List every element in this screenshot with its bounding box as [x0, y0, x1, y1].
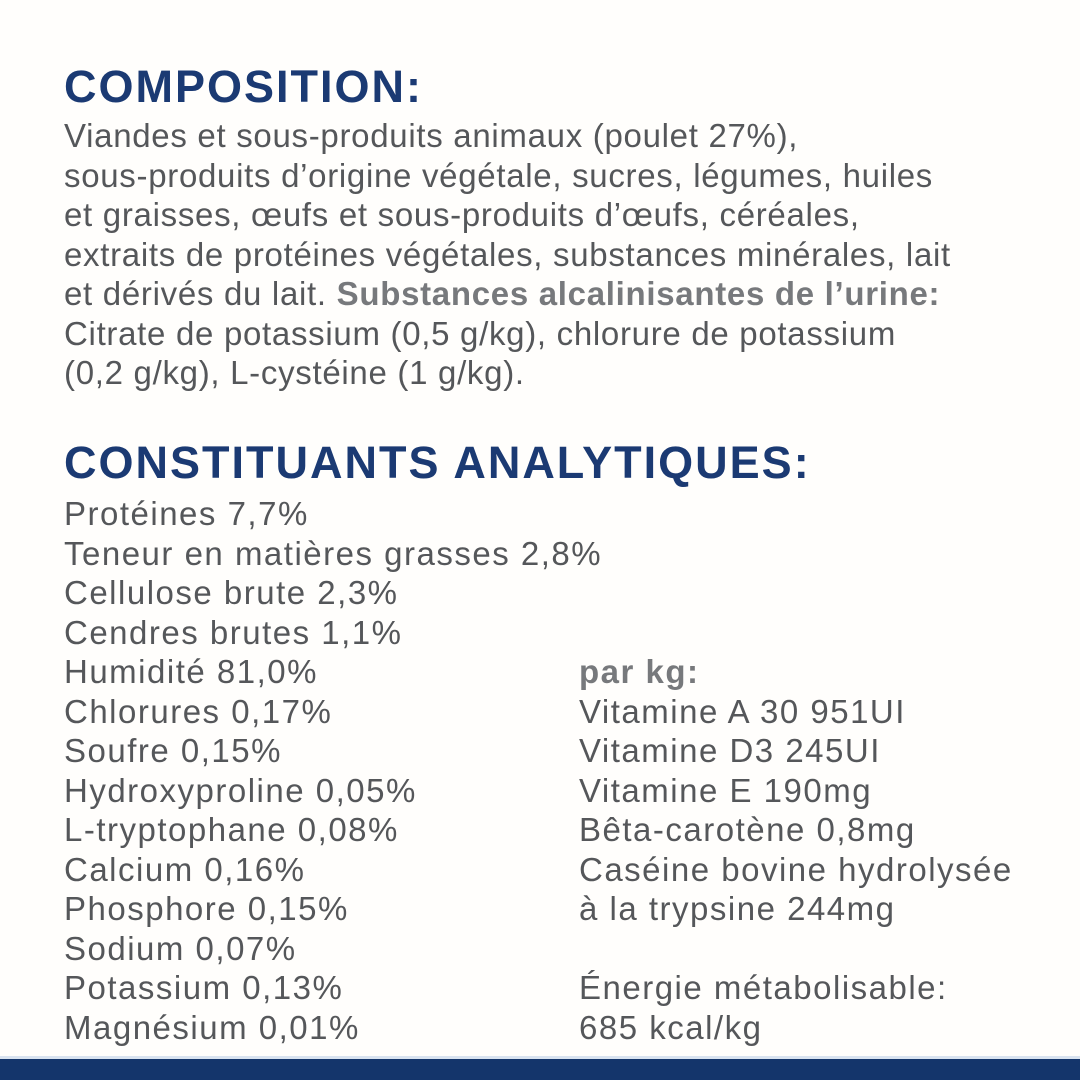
analytical-item: Hydroxyproline 0,05% — [64, 771, 417, 809]
footer-bar — [0, 1056, 1080, 1080]
composition-line: et graisses, œufs et sous-produits d’œufs, céréales, — [64, 196, 860, 233]
composition-line: sous-produits d’origine végétale, sucres, légumes, huiles — [64, 156, 934, 194]
analytical-item: Protéines 7,7% — [64, 495, 309, 532]
analytical-item: Potassium 0,13% — [64, 969, 344, 1006]
composition-line: Viandes et sous-produits animaux (poulet 27%), — [64, 117, 799, 154]
analytical-heading: CONSTITUANTS ANALYTIQUES: — [64, 437, 811, 488]
composition-line — [64, 274, 951, 314]
energy-block — [579, 968, 1013, 1047]
analytical-item: Soufre 0,15% — [64, 732, 282, 769]
analytical-item: Cendres brutes 1,1% — [64, 613, 403, 651]
analytical-item: Calcium 0,16% — [64, 850, 306, 888]
analytical-item: Teneur en matières grasses 2,8% — [64, 534, 603, 572]
composition-line: (0,2 g/kg), L-cystéine (1 g/kg). — [64, 354, 525, 391]
composition-paragraph — [64, 116, 951, 393]
per-kg-item: à la trypsine 244mg — [579, 890, 896, 927]
per-kg-item: Vitamine A 30 951UI — [579, 692, 906, 730]
energy-value: 685 kcal/kg — [579, 1008, 763, 1046]
composition-line: Citrate de potassium (0,5 g/kg), chlorure de potassium — [64, 314, 897, 352]
per-kg-item: Vitamine D3 245UI — [579, 732, 881, 769]
per-kg-item: Bêta-carotène 0,8mg — [579, 811, 916, 848]
analytical-item: Chlorures 0,17% — [64, 692, 333, 730]
per-kg-item: Vitamine E 190mg — [579, 771, 873, 809]
analytical-item: Humidité 81,0% — [64, 653, 318, 690]
analytical-item: Phosphore 0,15% — [64, 890, 349, 927]
composition-heading: COMPOSITION: — [64, 61, 423, 112]
per-kg-column — [579, 652, 1013, 1047]
energy-label: Énergie métabolisable: — [579, 969, 948, 1006]
composition-line: extraits de protéines végétales, substances minérales, lait — [64, 235, 951, 273]
per-kg-subhead: par kg: — [579, 653, 700, 690]
analytical-item: Sodium 0,07% — [64, 929, 297, 967]
analytical-item: Magnésium 0,01% — [64, 1008, 360, 1046]
composition-line-regular-text: et dérivés du lait. — [64, 275, 337, 312]
analytical-item: L-tryptophane 0,08% — [64, 811, 399, 848]
analytical-item: Cellulose brute 2,3% — [64, 574, 399, 611]
per-kg-item: Caséine bovine hydrolysée — [579, 850, 1013, 888]
analytical-left-column — [64, 494, 602, 1047]
urine-substances-subhead: Substances alcalinisantes de l’urine: — [336, 275, 941, 312]
